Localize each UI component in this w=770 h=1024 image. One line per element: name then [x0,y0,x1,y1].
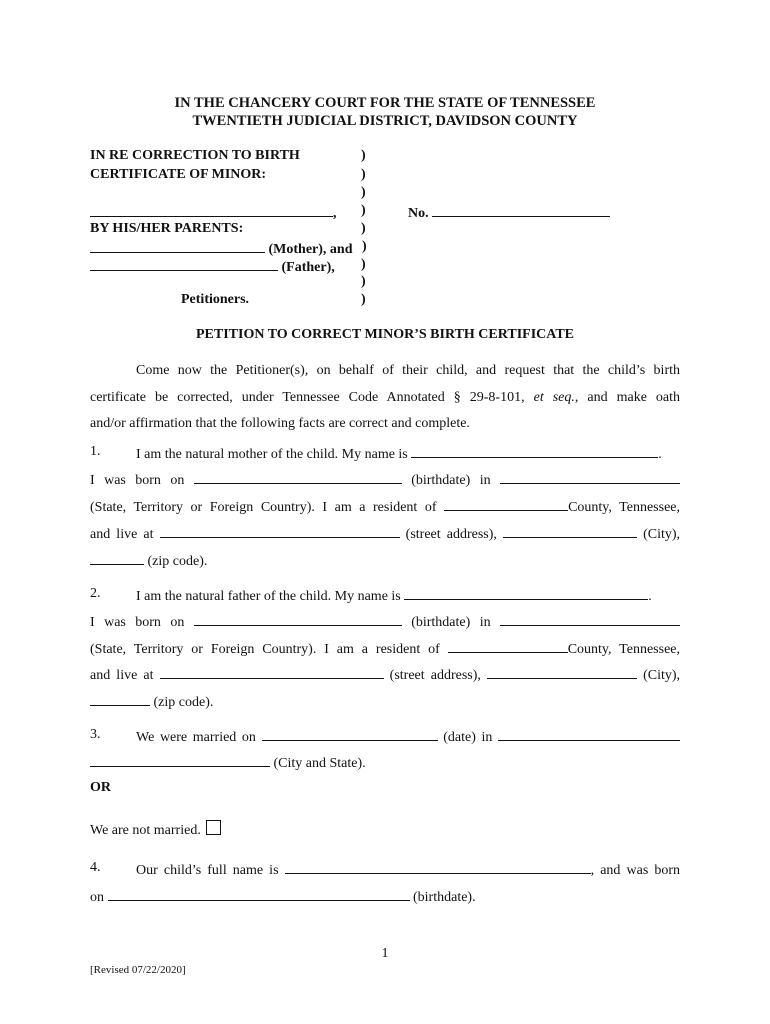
caption-paren: ) [361,148,366,163]
mother-birthdate-field[interactable] [194,470,402,484]
father-line: (Father), [90,257,335,276]
petition-title: PETITION TO CORRECT MINOR’S BIRTH CERTIFICATE [196,327,574,342]
mother-name-blank[interactable] [90,239,265,253]
by-parents-label: BY HIS/HER PARENTS: [90,221,244,236]
not-married-checkbox[interactable] [206,820,221,835]
intro-line-3: and/or affirmation that the following facts are correct and complete. [90,416,470,431]
section-2-father-name: I am the natural father of the child. My name is . [136,586,652,605]
caption-paren: ) [361,203,366,218]
section-3-married-line: We were married on (date) in [136,727,680,746]
in-re-line-2: CERTIFICATE OF MINOR: [90,167,267,182]
or-label: OR [90,780,111,795]
not-married-line: We are not married. [90,820,221,839]
marriage-date-field[interactable] [262,727,438,741]
caption-paren: ) [361,257,366,272]
section-2-address-line: and live at (street address), (City), [90,665,680,684]
case-number-blank[interactable] [432,203,610,217]
section-1-residence-line: (State, Territory or Foreign Country). I am a resident of County, Tennessee, [90,497,680,516]
section-4-birthdate-line: on (birthdate). [90,887,476,906]
marriage-city-state-field[interactable] [90,753,270,767]
father-street-field[interactable] [160,665,384,679]
in-re-line-1: IN RE CORRECTION TO BIRTH [90,148,300,163]
father-birthplace-field[interactable] [500,612,680,626]
section-3-place-line: (City and State). [90,753,366,772]
caption-paren: ) [361,274,366,289]
father-name-blank[interactable] [90,257,278,271]
minor-name-line: , [90,203,337,222]
caption-paren: ) [361,221,366,236]
section-2-number: 2. [90,586,101,601]
section-1-mother-name: I am the natural mother of the child. My name is . [136,444,662,463]
caption-paren: ) [362,239,367,254]
mother-city-field[interactable] [503,524,637,538]
page-number: 1 [381,946,389,961]
section-4-child-name-line: Our child’s full name is , and was born [136,860,680,879]
section-2-birth-line: I was born on (birthdate) in [90,612,680,631]
child-name-field[interactable] [285,860,591,874]
intro-line-2: certificate be corrected, under Tennessee Code Annotated § 29-8-101, et seq., and make oath [90,390,681,405]
mother-county-field[interactable] [444,497,568,511]
section-2-residence-line: (State, Territory or Foreign Country). I am a resident of County, Tennessee, [90,639,680,658]
revised-date: [Revised 07/22/2020] [90,964,186,976]
petitioners-label: Petitioners. [181,292,250,307]
section-3-number: 3. [90,727,101,742]
father-city-field[interactable] [487,665,637,679]
mother-zip-field[interactable] [90,551,144,565]
mother-name-field[interactable] [411,444,658,458]
father-zip-field[interactable] [90,692,150,706]
child-birthdate-field[interactable] [108,887,410,901]
caption-paren: ) [361,167,366,182]
section-2-zip-line: (zip code). [90,692,213,711]
father-birthdate-field[interactable] [194,612,402,626]
section-1-number: 1. [90,444,101,459]
case-number-line: No. [408,203,610,222]
caption-paren: ) [361,185,366,200]
section-1-zip-line: (zip code). [90,551,207,570]
intro-line-1: Come now the Petitioner(s), on behalf of their child, and request that the child’s birth [136,363,680,378]
section-1-birth-line: I was born on (birthdate) in [90,470,680,489]
court-heading: IN THE CHANCERY COURT FOR THE STATE OF TENNESSEE [174,95,596,111]
marriage-place-field[interactable] [498,727,680,741]
father-name-field[interactable] [404,586,648,600]
mother-birthplace-field[interactable] [500,470,680,484]
district-heading: TWENTIETH JUDICIAL DISTRICT, DAVIDSON COUNTY [192,113,578,129]
section-4-number: 4. [90,860,101,875]
mother-street-field[interactable] [160,524,400,538]
father-county-field[interactable] [448,639,568,653]
caption-paren: ) [361,292,366,307]
section-1-address-line: and live at (street address), (City), [90,524,680,543]
mother-line: (Mother), and [90,239,353,258]
minor-name-blank[interactable] [90,203,333,217]
